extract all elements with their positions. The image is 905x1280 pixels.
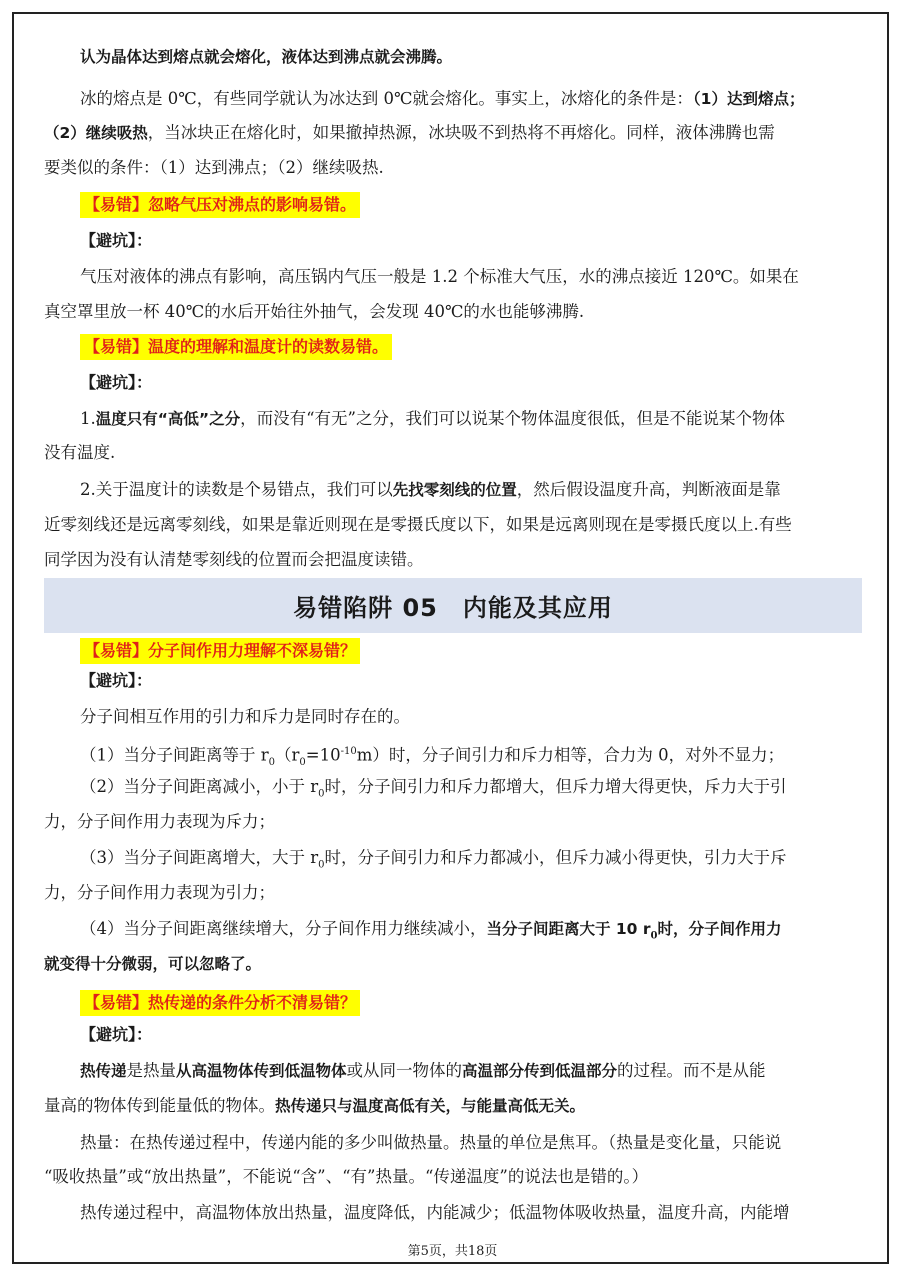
- text-line: “吸收热量”或“放出热量”，不能说“含”、“有”热量。“传递温度”的说法也是错的。）: [44, 1167, 649, 1186]
- text-line: 热传递是热量从高温物体传到低温物体或从同一物体的高温部分传到低温部分的过程。而不是从能: [80, 1061, 766, 1080]
- text-line: 分子间相互作用的引力和斥力是同时存在的。: [80, 707, 410, 726]
- text-line: 2.关于温度计的读数是个易错点，我们可以先找零刻线的位置，然后假设温度升高，判断液面是靠: [80, 480, 781, 499]
- text-line: 同学因为没有认清楚零刻线的位置而会把温度读错。: [44, 550, 424, 569]
- text-line: 量高的物体传到能量低的物体。热传递只与温度高低有关，与能量高低无关。: [44, 1096, 586, 1115]
- text-line: 热量：在热传递过程中，传递内能的多少叫做热量。热量的单位是焦耳。（热量是变化量，只能说: [80, 1133, 782, 1152]
- text-line: 真空罩里放一杯 40℃的水后开始往外抽气，会发现 40℃的水也能够沸腾.: [44, 302, 585, 321]
- error-tip-highlight: 【易错】分子间作用力理解不深易错？: [80, 638, 360, 664]
- text-line: 力，分子间作用力表现为引力；: [44, 883, 275, 902]
- text-line: 气压对液体的沸点有影响，高压锅内气压一般是 1.2 个标准大气压，水的沸点接近 120℃。如果在: [80, 267, 799, 286]
- avoid-label: 【避坑】：: [80, 1025, 153, 1044]
- text-line: （4）当分子间距离继续增大，分子间作用力继续减小，当分子间距离大于 10 $r_0$时，分子间作用力: [80, 919, 782, 942]
- text-line: （2）继续吸热，当冰块正在熔化时，如果撤掉热源，冰块吸不到热将不再熔化。同样，液体沸腾也需: [44, 123, 775, 142]
- error-tip-highlight: 【易错】温度的理解和温度计的读数易错。: [80, 334, 392, 360]
- text-line: 认为晶体达到熔点就会熔化，液体达到沸点就会沸腾。: [80, 48, 453, 66]
- text-line: 热传递过程中，高温物体放出热量，温度降低，内能减少；低温物体吸收热量，温度升高，内能增: [80, 1203, 790, 1222]
- text-line: 冰的熔点是 0℃，有些同学就认为冰达到 0℃就会熔化。事实上，冰熔化的条件是：（1）达到熔点；: [80, 89, 805, 108]
- section-title: 易错陷阱 05 内能及其应用: [44, 578, 862, 633]
- avoid-label: 【避坑】：: [80, 231, 153, 250]
- text-line: 就变得十分微弱，可以忽略了。: [44, 955, 262, 973]
- text-line: 近零刻线还是远离零刻线，如果是靠近则现在是零摄氏度以下，如果是远离则现在是零摄氏度以上.有些: [44, 515, 792, 534]
- text-line: （1）当分子间距离等于 $r_0(r_0=10^{-10}m)$时，分子间引力和斥力相等，合力为 0，对外不显力；: [80, 745, 785, 768]
- avoid-label: 【避坑】：: [80, 373, 153, 392]
- text-line: （2）当分子间距离减小，小于 $r_0$时，分子间引力和斥力都增大，但斥力增大得更快，斥力大于引: [80, 777, 787, 800]
- error-tip-highlight: 【易错】热传递的条件分析不清易错？: [80, 990, 360, 1016]
- text-line: 没有温度.: [44, 443, 116, 462]
- text-line: 1.温度只有“高低”之分，而没有“有无”之分，我们可以说某个物体温度很低，但是不能说某个物体: [80, 409, 785, 428]
- text-line: 力，分子间作用力表现为斥力；: [44, 812, 275, 831]
- text-line: （3）当分子间距离增大，大于 $r_0$时，分子间引力和斥力都减小，但斥力减小得更快，引力大于斥: [80, 848, 787, 871]
- error-tip-highlight: 【易错】忽略气压对沸点的影响易错。: [80, 192, 360, 218]
- text-line: 要类似的条件：（1）达到沸点；（2）继续吸热.: [44, 158, 384, 177]
- page-footer: 第5页，共18页: [407, 1244, 498, 1259]
- avoid-label: 【避坑】：: [80, 671, 153, 690]
